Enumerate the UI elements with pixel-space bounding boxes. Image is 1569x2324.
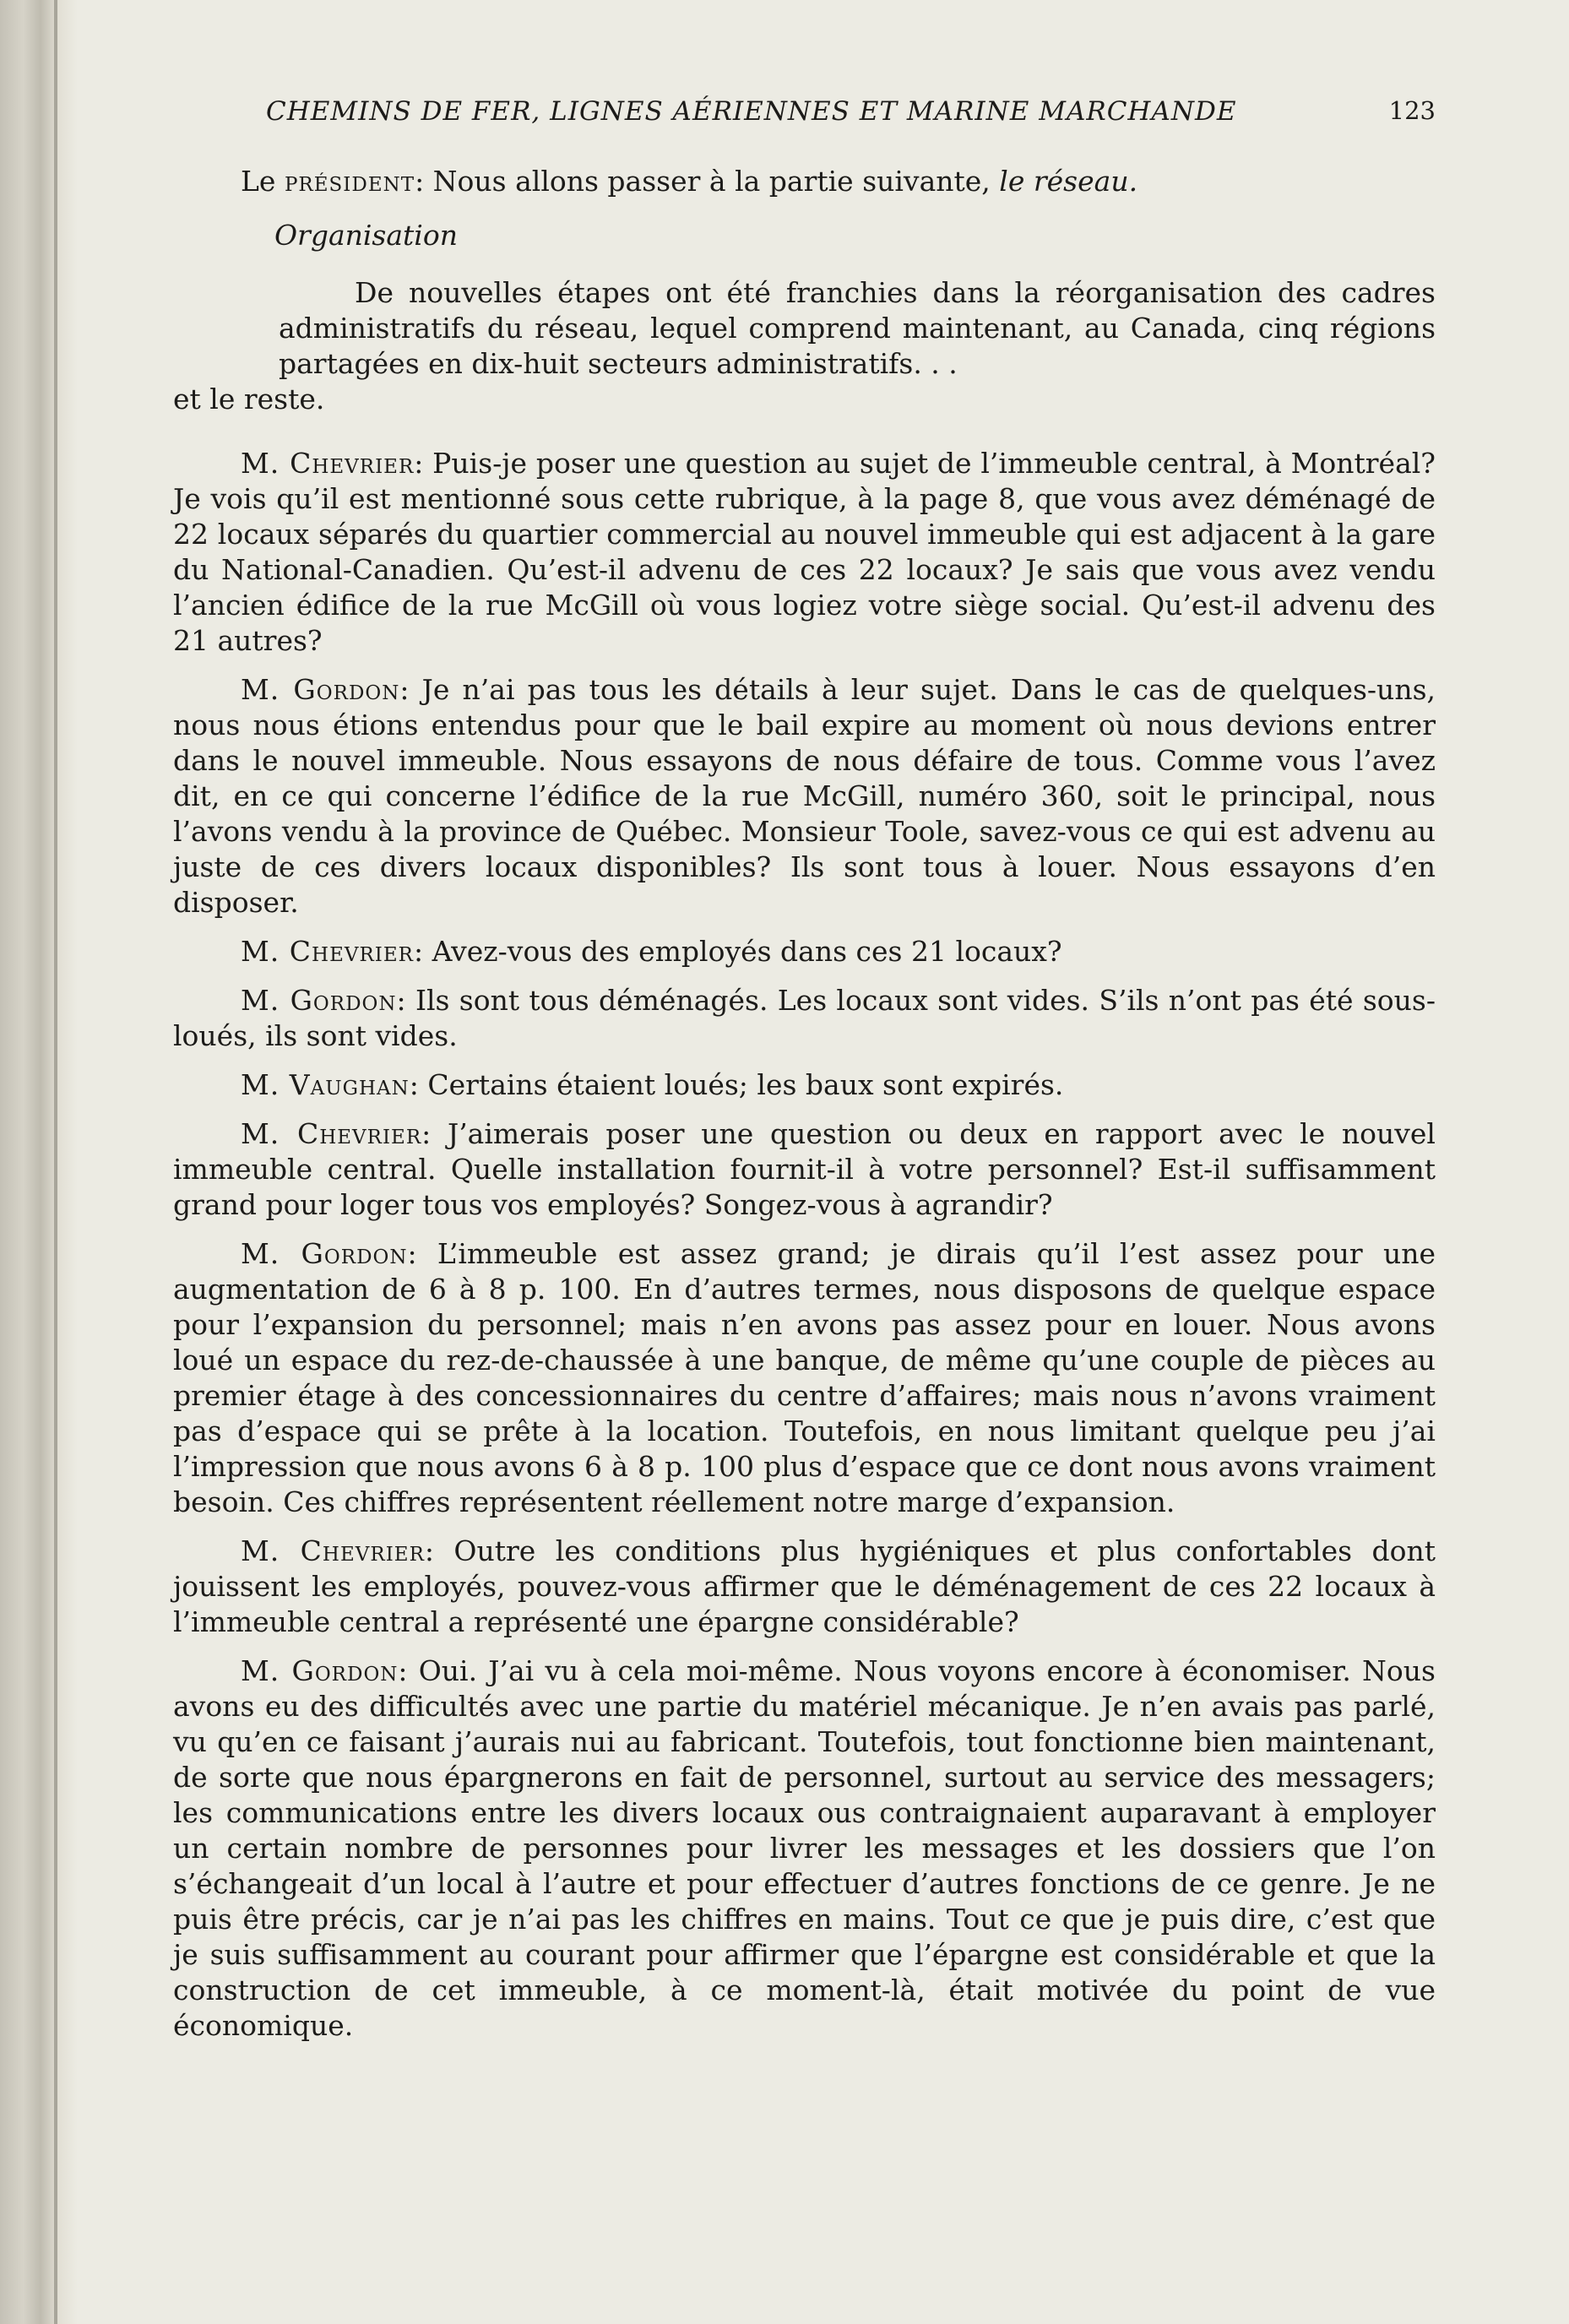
paragraph — [173, 983, 1436, 1054]
section-heading: Organisation — [274, 219, 458, 252]
document-page — [173, 91, 1436, 2057]
paragraph-text: : Je n’ai pas tous les détails à leur sujet. Dans le cas de quelques-uns, nous nous étions entendus pour que le bail expire au moment où nous devions entrer dans le nouvel immeuble. Nous essayons de nous défaire de tous. Comme vous l’avez dit, en ce qui concerne l’édifice de la rue McGill, numéro 360, soit le principal, nous l’avons vendu à la province de Québec. Monsieur Toole, savez-vous ce qui est advenu au juste de ces divers locaux disponibles? Ils sont tous à louer. Nous essayons d’en disposer. — [173, 673, 1436, 919]
speaker-name: M. Gordon — [241, 1654, 399, 1687]
paragraph-text: : Puis-je poser une question au sujet de l’immeuble central, à Montréal? Je vois qu’il est mentionné sous cette rubrique, à la page 8, que vous avez déménagé de 22 locaux séparés du quartier commercial au nouvel immeuble qui est adjacent à la gare du National-Canadien. Qu’est-il advenu de ces 22 locaux? Je sais que vous avez vendu l’ancien édifice de la rue McGill où vous logiez votre siège social. Qu’est-il advenu des 21 autres? — [173, 447, 1436, 657]
paragraph-text: : Nous allons passer à la partie suivante, — [415, 165, 991, 198]
page-number: 123 — [1388, 96, 1436, 125]
speaker-name: M. Chevrier — [241, 1534, 425, 1567]
block-quote-end: et le reste. — [173, 383, 325, 415]
paragraph — [173, 1534, 1436, 1640]
paragraph-text: : Avez-vous des employés dans ces 21 locaux? — [414, 935, 1062, 968]
speaker-name: M. Gordon — [241, 984, 397, 1017]
paragraph-text: : Outre les conditions plus hygiéniques et plus confortables dont jouissent les employés, pouvez-vous affirmer que le déménagement de ces 22 locaux à l’immeuble central a représenté une épargne considérable? — [173, 1534, 1436, 1638]
paragraph-president — [173, 164, 1436, 199]
paragraph — [173, 672, 1436, 920]
paragraph — [173, 446, 1436, 659]
paragraph-text: : L’immeuble est assez grand; je dirais qu’il l’est assez pour une augmentation de 6 à 8 p. 100. En d’autres termes, nous disposons de quelque espace pour l’expansion du personnel; mais n’en avons pas assez pour en louer. Nous avons loué un espace du rez-de-chaussée à une banque, de même qu’une couple de pièces au premier étage à des concessionnaires du centre d’affaires; mais nous n’avons vraiment pas d’espace qui se prête à la location. Toutefois, en nous limitant quelque peu j’ai l’impression que nous avons 6 à 8 p. 100 plus d’espace que ce dont nous avons vraiment besoin. Ces chiffres représentent réellement notre marge d’expansion. — [173, 1237, 1436, 1518]
block-quote: De nouvelles étapes ont été franchies dans la réorganisation des cadres administratifs du réseau, lequel comprend maintenant, au Canada, cinq régions partagées en dix-huit secteurs administratifs. . . — [279, 276, 1436, 380]
paragraph — [173, 1236, 1436, 1520]
speaker-name: président — [284, 165, 415, 198]
running-header — [173, 91, 1436, 142]
speaker-name: M. Gordon — [241, 673, 400, 706]
speaker-name: M. Chevrier — [241, 935, 414, 968]
paragraph — [173, 1116, 1436, 1223]
paragraph-text: : Certains étaient loués; les baux sont expirés. — [409, 1068, 1064, 1101]
speaker-name: M. Chevrier — [241, 447, 415, 480]
intro-prefix: Le — [241, 165, 276, 198]
spine-fold-line — [54, 0, 57, 2324]
running-title: CHEMINS DE FER, LIGNES AÉRIENNES ET MARINE MARCHANDE — [266, 96, 1237, 127]
speaker-name: M. Chevrier — [241, 1117, 422, 1150]
book-spine-shadow — [0, 0, 78, 2324]
paragraph — [173, 934, 1436, 969]
paragraph-text: : Ils sont tous déménagés. Les locaux sont vides. S’ils n’ont pas été sous-loués, ils sont vides. — [173, 984, 1436, 1052]
paragraph — [173, 1067, 1436, 1103]
paragraph-text: : Oui. J’ai vu à cela moi-même. Nous voyons encore à économiser. Nous avons eu des difficultés avec une partie du matériel mécanique. Je n’en avais pas parlé, vu qu’en ce faisant j’aurais nui au fabricant. Toutefois, tout fonctionne bien maintenant, de sorte que nous épargnerons en fait de personnel, surtout au service des messagers; les communications entre les divers locaux ous contraignaient auparavant à employer un certain nombre de personnes pour livrer les messages et les dossiers que l’on s’échangeait d’un local à l’autre et pour effectuer d’autres fonctions de ce genre. Je ne puis être précis, car je n’ai pas les chiffres en mains. Tout ce que je puis dire, c’est que je suis suffisamment au courant pour affirmer que l’épargne est considérable et que la construction de cet immeuble, à ce moment-là, était motivée du point de vue économique. — [173, 1654, 1436, 2042]
speaker-name: M. Vaughan — [241, 1068, 410, 1101]
emphasis-text: le réseau. — [999, 165, 1138, 198]
paragraph — [173, 1653, 1436, 2044]
paragraph-text: : J’aimerais poser une question ou deux en rapport avec le nouvel immeuble central. Quelle installation fournit-il à votre personnel? Est-il suffisamment grand pour loger tous vos employés? Songez-vous à agrandir? — [173, 1117, 1436, 1221]
speaker-name: M. Gordon — [241, 1237, 408, 1270]
